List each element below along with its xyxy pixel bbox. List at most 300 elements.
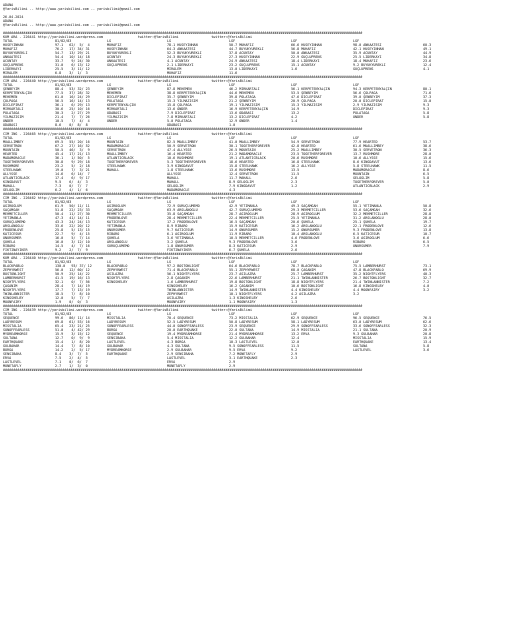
- table-cell: AĞIROĞLUM: [107, 203, 126, 208]
- table-cell: SEQUENCE: [3, 316, 20, 321]
- column-label: TOTAL: [3, 260, 14, 264]
- table-cell: TOGETHERFOREVER: [107, 159, 138, 164]
- table-cell: BÜYÜKYÜREKLI: [3, 51, 28, 56]
- table-cell: GELOGLIM: [167, 183, 184, 188]
- table-cell: 18.4 LIDERKAYI: [291, 59, 320, 64]
- table-cell: 4.2 ASILAZRA: [291, 292, 316, 297]
- table-cell: 18.4 MUHAFIZ: [353, 59, 378, 64]
- table-cell: 7.9: [423, 243, 430, 248]
- table-cell: 15.9: [423, 336, 432, 341]
- table-cell: RIBARO: [107, 231, 120, 236]
- table-cell: 97.1 62/ 5/ 4: [55, 43, 90, 48]
- table-cell: 72.9 SURUÇLUMEMO: [167, 203, 200, 208]
- table-cell: 71.4 BLACKPABLO: [167, 268, 198, 273]
- table-cell: 15.8 ÇOLPAGA: [167, 103, 192, 108]
- table-cell: 37.8 ACUNTAY: [229, 51, 254, 56]
- table-cell: EARTHQUAKE: [3, 340, 24, 345]
- table-cell: 42.8 HEARTED: [291, 143, 316, 148]
- table-cell: 12.7 0/ 9/ 9: [55, 336, 90, 341]
- table-cell: SENSIBAHA: [3, 352, 22, 357]
- table-cell: 28.8: [423, 211, 432, 216]
- table-cell: BÜYÜKYÜREKLI: [107, 51, 132, 56]
- table-cell: KATICESUR: [3, 231, 22, 236]
- table-cell: 30.8 9/ 29/ 18: [55, 159, 90, 164]
- table-cell: 44.6 MEHEMEN: [229, 91, 254, 96]
- column-label: LG: [167, 39, 172, 44]
- table-cell: 21.1 SULTANA: [353, 328, 378, 333]
- table-cell: MIRALEM: [3, 71, 18, 76]
- table-cell: 51.0 4/ 42/ 29: [55, 328, 90, 333]
- table-cell: 21.2 ŞENBEYIM: [229, 99, 256, 104]
- table-cell: 56.5 16/ 14/ 13: [55, 99, 90, 104]
- table-cell: 22.7 9/ 4/ 15: [55, 231, 90, 236]
- table-cell: 15.1 ACUNTAY: [291, 63, 316, 68]
- column-label: LG: [167, 135, 172, 140]
- table-cell: ŞENBEYIM: [107, 87, 124, 92]
- table-cell: 33.6 22/ 20/ 12: [55, 223, 90, 228]
- table-cell: 77.5 37/ 28/ 32: [55, 91, 90, 96]
- table-cell: 22.1 FRODENLOVE: [353, 223, 384, 228]
- table-cell: SEQUENCE: [107, 332, 124, 337]
- table-cell: DICLEPIRAT: [3, 103, 24, 108]
- table-cell: 2.3: [291, 179, 298, 184]
- column-label: LG: [107, 83, 112, 88]
- table-cell: 14.9 ONURSÜMER: [229, 227, 258, 232]
- table-cell: MOUNTAIN: [107, 139, 124, 144]
- table-cell: 12.0 5/ 7/ 7: [55, 296, 90, 301]
- table-cell: 47.3 41/ 14/ 11: [55, 215, 90, 220]
- table-cell: 34.8: [423, 55, 432, 60]
- table-cell: 69.8 61/ 53/ 16: [55, 320, 90, 325]
- table-cell: 52.5 LADYRESUM: [167, 320, 196, 325]
- table-cell: ERVA: [167, 360, 176, 365]
- table-cell: 33.6 SONOFFEARLESS: [353, 324, 390, 329]
- table-cell: 4.1: [423, 67, 430, 72]
- table-cell: 76.2 17/ 34/ 31: [55, 47, 90, 52]
- table-cell: 78.7 BLACKPABLO: [291, 264, 322, 269]
- header-line: ADANA: [3, 19, 14, 24]
- table-cell: 16.5 SAÇAMGAH: [229, 219, 256, 224]
- table-cell: ZEPHYRWEST: [3, 268, 24, 273]
- table-cell: 12.4: [291, 336, 300, 341]
- table-cell: DICLEPIRAT: [107, 95, 128, 100]
- table-cell: [423, 248, 443, 252]
- table-cell: 3.6: [291, 239, 298, 244]
- table-cell: 1.4: [291, 119, 298, 124]
- table-cell: 2.6: [291, 247, 298, 252]
- table-cell: 50.9 25/ 14/ 22: [55, 272, 90, 277]
- header-line: @YarisBilimi -- http://www.yarisbilimi.com -- yarisbilimi@gmail.com: [3, 23, 140, 28]
- table-cell: 36.1 6/ 29/ 13: [55, 103, 90, 108]
- table-cell: 96.5 SEQUENCE: [353, 316, 380, 321]
- table-cell: 45.4 17/ 21/ 13: [55, 151, 90, 156]
- table-cell: FRODENLOVE: [107, 215, 128, 220]
- table-cell: [353, 123, 423, 127]
- table-cell: 5.8: [423, 175, 430, 180]
- table-cell: 69.5 55/ 20/ 16: [55, 139, 90, 144]
- table-cell: 50.4 11/ 27/ 30: [55, 211, 90, 216]
- table-cell: 28.7 AĞIROĞLUM: [229, 211, 258, 216]
- table-cell: BOSTONLIGHT: [3, 272, 26, 277]
- table-cell: 61.9 50/ 11/ 11: [55, 203, 90, 208]
- table-cell: 15.3 YILMAZISIM: [167, 99, 198, 104]
- table-cell: 2.9: [423, 183, 430, 188]
- table-cell: 39.0 ŞENBEYIM: [353, 95, 380, 100]
- table-cell: ŞUHELA: [3, 239, 16, 244]
- table-cell: 14.6 6/ 14/ 7: [55, 171, 90, 176]
- table-cell: 32.1 0/ 7/ 56: [55, 280, 90, 285]
- race-block: [3, 256, 529, 304]
- table-cell: 10.4 ARSLANOĞLU: [291, 231, 322, 236]
- table-cell: YETIMANLA: [107, 223, 126, 228]
- table-cell: 8.6: [423, 167, 430, 172]
- table-cell: 2.9: [229, 364, 236, 369]
- table-cell: SAÇAMGAH: [3, 207, 20, 212]
- table-cell: 12.2 GÜLBAHAR: [229, 336, 256, 341]
- column-label: LGF: [353, 199, 360, 204]
- table-cell: 15.4 1/ 8/ 20: [55, 340, 90, 345]
- table-cell: 8.6 KINGDAVUT: [353, 159, 380, 164]
- table-cell: 53.7: [423, 139, 432, 144]
- table-cell: 16.8 STEELHAWK: [291, 159, 320, 164]
- table-cell: 32.6: [423, 207, 432, 212]
- table-cell: 25.5 YETIMANLA: [291, 215, 320, 220]
- table-cell: ÖNDER: [107, 119, 118, 124]
- table-cell: 19.0 7/ 3/ 21: [55, 167, 90, 172]
- table-cell: 66.6 HÜSEYINHAN: [291, 43, 322, 48]
- table-cell: MADAMORACLE: [167, 187, 190, 192]
- table-cell: 5.8: [423, 115, 430, 120]
- table-cell: 20.9 ÇOLPAGA: [291, 99, 316, 104]
- table-cell: 8.4 3/ 7/ 5: [55, 352, 88, 357]
- table-cell: 32.7: [423, 276, 432, 281]
- table-cell: MUALLIMBEY: [107, 151, 128, 156]
- table-cell: 3.9 KINGDAVUT: [167, 163, 194, 168]
- table-cell: 35.2 NIGHTFLYERS: [353, 272, 386, 277]
- table-cell: 7.9 DICLEPIRAT: [167, 111, 196, 116]
- table-cell: 7.3 0/ 7/ 7: [55, 183, 88, 188]
- table-cell: 10.6 RUSHMORE: [167, 155, 194, 160]
- table-cell: 130.0 93/ 37/ 12: [55, 264, 92, 269]
- column-label: LG: [107, 312, 112, 317]
- table-cell: MOONFAIRY: [167, 300, 186, 305]
- column-label: LGF: [229, 260, 236, 264]
- table-cell: 13.2 ERVA: [291, 332, 310, 337]
- table-cell: 50.0 ANKAATESI: [291, 51, 320, 56]
- race-block: [3, 132, 529, 192]
- table-cell: MOUNTAIN: [3, 147, 20, 152]
- table-cell: 31.2 ARSLANOĞLU: [353, 215, 384, 220]
- table-cell: 42.9 YETIMANLA: [229, 203, 258, 208]
- table-cell: 17.7 7/ 13/ 19: [55, 288, 90, 293]
- table-cell: 7.1 0/ 6/ 7: [55, 360, 88, 365]
- table-cell: 3.6 YETIMANLA: [167, 235, 194, 240]
- table-cell: 2.6: [291, 175, 298, 180]
- table-cell: RUSHMORE: [3, 163, 20, 168]
- separator-rule: ################################################################################################################################################################################: [3, 191, 363, 196]
- table-cell: 5.8: [423, 344, 430, 349]
- table-cell: 1.8 ONURSÜMER: [167, 243, 194, 248]
- table-cell: 43.3 24/ 24/ 13: [55, 219, 90, 224]
- table-cell: GELOGLIM: [353, 175, 370, 180]
- table-cell: 50.8 LADYRESUM: [229, 320, 258, 325]
- table-cell: [353, 300, 423, 304]
- table-cell: 23.2 5/ 2/ 18: [55, 163, 90, 168]
- table-cell: 13.6 ÖNDER: [167, 107, 188, 112]
- separator-rule: ################################################################################################################################################################################: [3, 304, 363, 309]
- table-cell: 4.3 SULTANA: [167, 344, 190, 349]
- table-cell: KINGDAVUT: [3, 179, 22, 184]
- table-cell: 80.1: [423, 87, 432, 92]
- table-cell: BLACKPABLO: [107, 264, 128, 269]
- table-cell: 4.3 BORGA: [167, 340, 186, 345]
- table-cell: 52.3 BÜYÜKYÜREKLI: [167, 51, 202, 56]
- table-cell: 25.8 5/ 13/ 15: [55, 227, 90, 232]
- table-cell: 94.3 KERPETENYALÇIN: [353, 87, 392, 92]
- race-block: [3, 35, 529, 75]
- column-label: TOTAL: [3, 83, 14, 88]
- column-label: LGF: [291, 39, 298, 44]
- column-label: 81/82/83: [55, 83, 72, 88]
- table-cell: ARSLANOĞLU: [107, 239, 128, 244]
- table-cell: SERVETRON: [107, 147, 126, 152]
- table-cell: SAÇAMGAH: [107, 207, 124, 212]
- table-cell: 87.8 MEHEMEN: [167, 87, 192, 92]
- table-cell: 3.6 AĞIROĞLUM: [353, 235, 380, 240]
- table-cell: 10.6 BOSTONLIGHT: [291, 284, 324, 289]
- table-cell: 2.9: [291, 243, 298, 248]
- table-cell: 3.2 ŞUHELA: [167, 239, 188, 244]
- separator-rule: ################################################################################################################################################################################: [3, 127, 363, 132]
- table-cell: 14.4 7/ 8/ 10: [55, 344, 90, 349]
- race-block: [3, 308, 529, 368]
- table-cell: 7.2 MONETAFLY: [229, 352, 256, 357]
- table-cell: 22.4 MEHMETCILLER: [229, 215, 264, 220]
- table-cell: 13.6: [423, 159, 432, 164]
- table-cell: 2.9: [291, 352, 298, 357]
- table-cell: 5.4 MISSTALIA: [167, 336, 194, 341]
- table-cell: ZEPHYRWEST: [167, 292, 188, 297]
- table-cell: MIRALEM: [167, 67, 182, 72]
- table-cell: 50.5 46/ 3/ 9: [55, 147, 90, 152]
- column-label: TOTAL: [3, 39, 14, 44]
- table-cell: 41.0 MUALLIMBEY: [229, 139, 260, 144]
- column-label: LGF: [291, 260, 298, 264]
- table-cell: ARSLANOĞLU: [3, 223, 24, 228]
- table-cell: 56.8 MUHAFIZ: [291, 47, 316, 52]
- table-cell: 20.6 RUSHMORE: [291, 155, 318, 160]
- table-cell: 9.3: [423, 107, 430, 112]
- table-cell: 12.6: [423, 223, 432, 228]
- column-label: LG: [167, 83, 172, 88]
- table-cell: 23.2 GÜÇLÜPRENS: [229, 63, 260, 68]
- table-cell: MONETAFLY: [3, 364, 22, 369]
- table-cell: 47.6 DICLEPIRAT: [291, 95, 322, 100]
- table-cell: ERVA: [3, 356, 12, 361]
- table-cell: 14.9: [291, 107, 300, 112]
- table-cell: 16.0 5/ 7/ 14: [55, 235, 90, 240]
- table-cell: ŞENBEYIM: [3, 87, 20, 92]
- table-cell: 51.8 22/ 23/ 33: [55, 207, 90, 212]
- table-cell: 75.5 LAMBERHURST: [353, 264, 386, 269]
- column-label: LGF: [353, 135, 360, 140]
- table-cell: 30.5 SERVETRON: [353, 147, 382, 152]
- table-cell: 22.6 LAMBERHURST: [229, 276, 262, 281]
- table-cell: 35.8 SAÇAMGAH: [167, 211, 194, 216]
- table-cell: LAMBERHURST: [3, 276, 26, 281]
- table-cell: SONOFFEARLESS: [3, 328, 30, 333]
- table-cell: 28.4 7/ 14/ 19: [55, 284, 90, 289]
- table-cell: 56.1 KERPETENYALÇIN: [291, 87, 330, 92]
- table-cell: 64.3 ANKAATESI: [167, 47, 196, 52]
- table-cell: ATLANTICBLACK: [353, 183, 380, 188]
- table-cell: ATLANTICBLACK: [3, 175, 30, 180]
- separator-rule: ################################################################################################################################################################################: [3, 251, 363, 256]
- table-cell: 25.1 ŞUHELA: [353, 219, 376, 224]
- table-cell: 73.2 MISSTALIA: [229, 316, 258, 321]
- table-cell: SERVETRON: [3, 143, 22, 148]
- table-cell: KINGSHELBY: [107, 280, 128, 285]
- table-cell: 3.2: [423, 288, 430, 293]
- table-cell: 6.2 4/ 1/ 6: [55, 187, 88, 192]
- table-cell: 30.6 25/ 10/ 16: [55, 107, 90, 112]
- table-cell: 26.5 MOUNTAIN: [229, 147, 256, 152]
- table-cell: 49.3 SAÇAMGAH: [291, 203, 318, 208]
- table-cell: RIBARO: [3, 243, 16, 248]
- table-cell: POLATAĞA: [3, 111, 20, 116]
- table-cell: 36.3: [423, 147, 432, 152]
- table-cell: 15.9 3/ 15/ 12: [55, 332, 90, 337]
- table-cell: 5.0: [423, 179, 430, 184]
- table-cell: MISSTALIA: [3, 324, 22, 329]
- table-cell: GÜLBAHAR: [3, 344, 20, 349]
- table-cell: 15.9 KATICESUR: [229, 223, 258, 228]
- table-cell: 58.1 LADYRESUM: [291, 320, 320, 325]
- table-cell: 9.3: [423, 103, 430, 108]
- table-cell: 56.0 12/ 60/ 12: [55, 268, 90, 273]
- table-cell: 6.5: [423, 239, 430, 244]
- table-cell: MAHALL: [3, 183, 16, 188]
- table-cell: 9.3 GÜLBAHAR: [353, 332, 378, 337]
- table-cell: LASTLEVEL: [3, 360, 22, 365]
- table-cell: 61.6 MUALLIMBEY: [353, 143, 384, 148]
- table-cell: 9.2 BÜYÜKYÜREKLI: [353, 63, 386, 68]
- table-cell: GELOGLIM: [3, 187, 20, 192]
- table-cell: 32.3: [423, 324, 432, 329]
- table-cell: 63.0 LADYRESUM: [353, 320, 382, 325]
- table-cell: SURUÇLUMEMO: [107, 243, 130, 248]
- table-cell: ALLYSSE: [3, 171, 18, 176]
- table-cell: 44.9: [423, 51, 432, 56]
- table-cell: 1.3: [291, 300, 298, 305]
- table-cell: 11.5: [291, 171, 300, 176]
- table-cell: RIBARO: [353, 239, 366, 244]
- table-cell: 28.4 MEHMETCILLER: [167, 215, 202, 220]
- table-cell: MUALLIMBEY: [3, 139, 24, 144]
- table-cell: 1.6: [291, 67, 298, 72]
- table-cell: 55.1 YETIMANLA: [353, 203, 382, 208]
- race-block: [3, 196, 529, 252]
- table-cell: 20.9: [423, 328, 432, 333]
- column-label: TOTAL: [3, 199, 14, 204]
- table-cell: 82.5 MUALLIMBEY: [167, 139, 198, 144]
- table-cell: 97.2 BOSTONLIGHT: [167, 264, 200, 269]
- table-cell: BLACKPABLO: [3, 264, 24, 269]
- table-cell: MOONFAIRY: [3, 300, 22, 305]
- race-title: CIM ING - 226439 http://yarisbilimi.wordpress.com twitter:@YarisBilimi twitter:@YarisBilimi: [3, 308, 253, 313]
- column-label: LG: [167, 199, 172, 204]
- column-label: LGF: [291, 135, 298, 140]
- table-cell: 35.7 ŞENBEYIM: [167, 95, 194, 100]
- table-cell: 13.2 DICLEPIRAT: [229, 115, 260, 120]
- race-title: CIM ING - 226465 http://yarisbilimi.wordpress.com twitter:@YarisBilimi twitter:@YarisBilimi: [3, 131, 253, 136]
- column-label: LG: [107, 199, 112, 204]
- table-cell: 16.0 3/ 12/ 10: [55, 239, 90, 244]
- column-label: 81/82/83: [55, 260, 72, 264]
- table-cell: MUHAFIZ: [167, 71, 182, 76]
- table-cell: 23.7 ASILAZRA: [229, 272, 256, 277]
- table-cell: MONETAFLY: [167, 364, 186, 369]
- table-cell: 9.7 KATICESUR: [167, 227, 194, 232]
- table-cell: GÜLBAHAR: [107, 344, 124, 349]
- table-cell: MISSTALIA: [107, 316, 126, 321]
- table-cell: EARTHQUAKE: [107, 352, 128, 357]
- table-cell: 32.2 MEHMETCILLER: [353, 211, 388, 216]
- table-cell: 49.1: [423, 47, 432, 52]
- table-cell: 19.1 YILMAZISIM: [229, 103, 260, 108]
- table-cell: MISSTALIA: [353, 336, 372, 341]
- table-cell: 62.6: [423, 320, 432, 325]
- table-cell: [353, 364, 423, 368]
- table-cell: 22.0 SULTANA: [229, 328, 254, 333]
- table-cell: 60.3: [423, 43, 432, 48]
- table-cell: TOGETHERFOREVER: [353, 179, 384, 184]
- table-cell: 53.6 SAÇAMGAH: [353, 207, 380, 212]
- table-cell: BORGA: [3, 348, 14, 353]
- table-cell: 30.3 2/ 27/ 29: [55, 111, 90, 116]
- table-cell: 7.9 KINGDAVUT: [229, 183, 256, 188]
- table-cell: POLATAĞA: [107, 99, 124, 104]
- table-cell: 19.8 BOSTONLIGHT: [229, 280, 262, 285]
- table-cell: 17.2 FRODENLOVE: [167, 219, 198, 224]
- table-cell: SENSIBAHA: [107, 336, 126, 341]
- column-label: LGF: [229, 83, 236, 88]
- table-cell: BORGA: [107, 328, 118, 333]
- table-cell: 2.6: [291, 296, 298, 301]
- table-cell: YILMAZISIM: [107, 115, 128, 120]
- table-cell: [353, 248, 423, 252]
- table-cell: 6.5 KATICESUR: [353, 231, 380, 236]
- table-cell: 15.2 ONURSÜMER: [291, 227, 320, 232]
- race-title: KUM ARA - 226440 http://yarisbilimi.wordpress.com twitter:@YarisBilimi twitter:@YarisBilimi: [3, 255, 253, 260]
- table-cell: MIRKARTALI: [107, 107, 128, 112]
- table-cell: KATICESUR: [107, 219, 126, 224]
- table-cell: 29.9 SONOFFEARLESS: [291, 324, 328, 329]
- table-cell: ODABASI: [167, 123, 182, 128]
- table-cell: 2.7 1/ 3/ 0: [55, 364, 88, 369]
- separator-rule: ################################################################################################################################################################################: [3, 368, 363, 373]
- table-cell: 25.5 LIDERKAYI: [353, 55, 382, 60]
- table-cell: 14.9 MISSTALIA: [291, 328, 320, 333]
- table-cell: 39.8 POLATAĞA: [229, 95, 256, 100]
- table-cell: 16.2 ALLYSSE: [291, 163, 316, 168]
- table-cell: 62.9 SEQUENCE: [291, 316, 318, 321]
- column-label: LGF: [229, 312, 236, 317]
- table-cell: 21.4 TWINLANNISTER: [353, 280, 390, 285]
- table-cell: 64.6 BLACKPABLO: [229, 264, 260, 269]
- table-cell: 16.8 KINGSHELBY: [353, 284, 384, 289]
- table-cell: 12.4: [423, 63, 432, 68]
